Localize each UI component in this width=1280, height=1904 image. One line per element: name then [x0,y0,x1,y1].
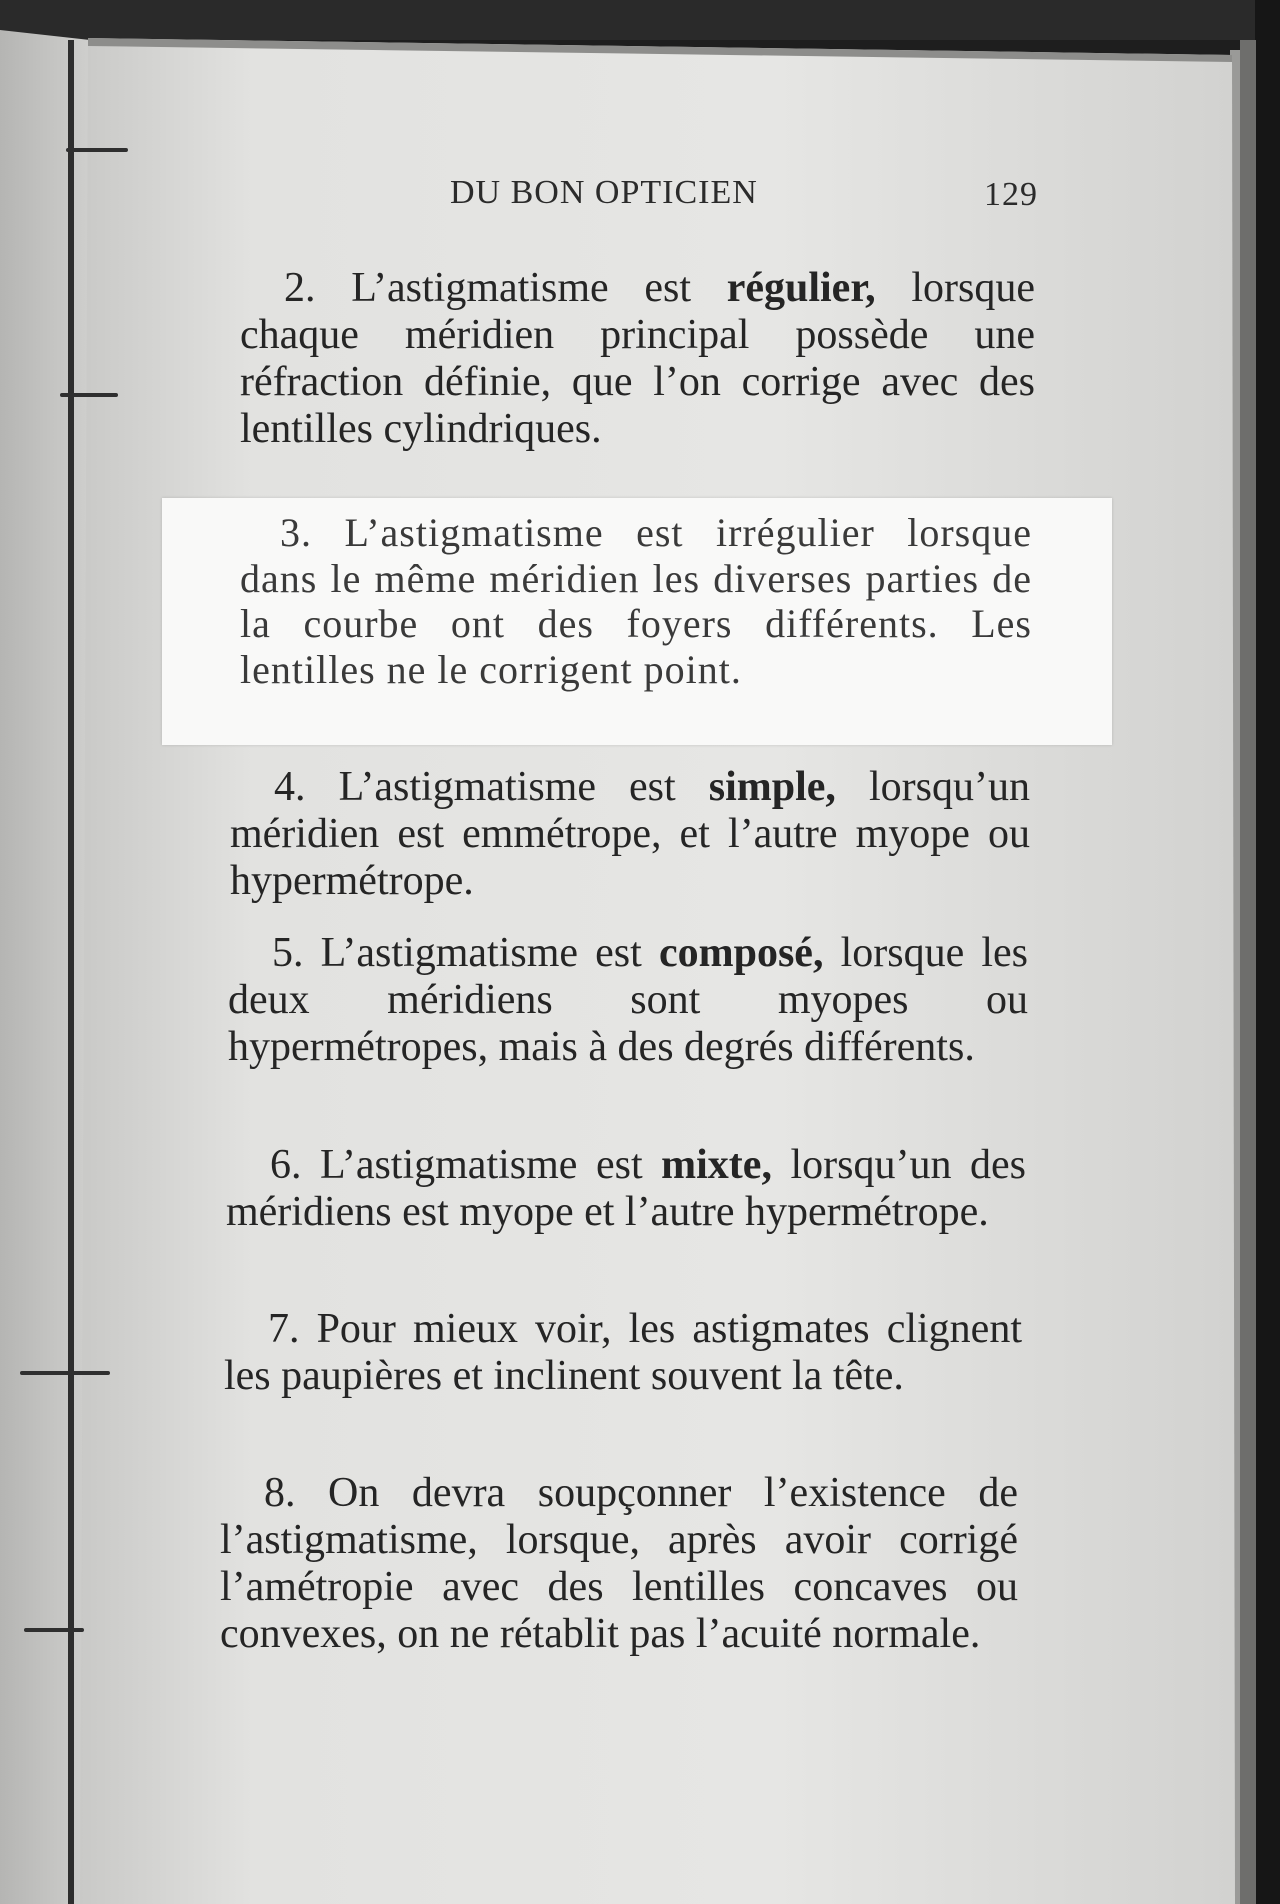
paragraph-6-emphasis: mixte, [661,1142,772,1188]
paragraph-8-text: 8. On devra soupçonner l’existence de l’astigmatisme, lorsque, après avoir corrigé l’amétropie avec des lentilles concaves ou convexes, on ne rétablit pas l’acuité normale. [220,1470,1018,1657]
paragraph-5-text: 5. L’astigmatisme est [272,930,659,976]
paragraph-7-text: 7. Pour mieux voir, les astigmates clignent les paupières et inclinent souvent la tête. [224,1306,1022,1399]
paragraph-3 [240,510,1032,692]
pasted-correction-slip [162,498,1112,745]
paragraph-8 [220,1470,1018,1658]
page-header [440,174,1090,224]
paragraph-4 [230,764,1030,905]
paragraph-6 [226,1142,1026,1236]
running-title: DU BON OPTICIEN [450,174,758,211]
page-number: 129 [984,176,1038,213]
paragraph-6-text: 6. L’astigmatisme est [270,1142,662,1188]
paragraph-4-text: 4. L’astigmatisme est [274,764,709,810]
paragraph-6-rest: lorsqu’un des méridiens est myope et l’autre hypermétrope. [226,1142,1026,1235]
paragraph-2 [240,265,1035,453]
paragraph-4-rest: lorsqu’un méridien est emmétrope, et l’autre myope ou hypermétrope. [230,764,1030,904]
paragraph-4-emphasis: simple, [708,764,836,810]
paragraph-5-rest: lorsque les deux méridiens sont myopes ou hypermétropes, mais à des degrés différents. [228,930,1029,1070]
paragraph-3-text: 3. L’astigmatisme est irrégulier lorsque dans le même méridien les diverses parties de la courbe ont des foyers différents. Les lentilles ne le corrigent point. [240,510,1032,692]
paragraph-2-text: 2. L’astigmatisme est [284,265,727,311]
paragraph-5-emphasis: composé, [658,930,824,976]
paragraph-2-rest: lorsque chaque méridien principal possède une réfraction définie, que l’on corrige avec des lentilles cylindriques. [240,265,1035,452]
paragraph-5 [228,930,1028,1071]
paragraph-2-emphasis: régulier, [726,265,876,311]
paragraph-7 [224,1306,1022,1400]
